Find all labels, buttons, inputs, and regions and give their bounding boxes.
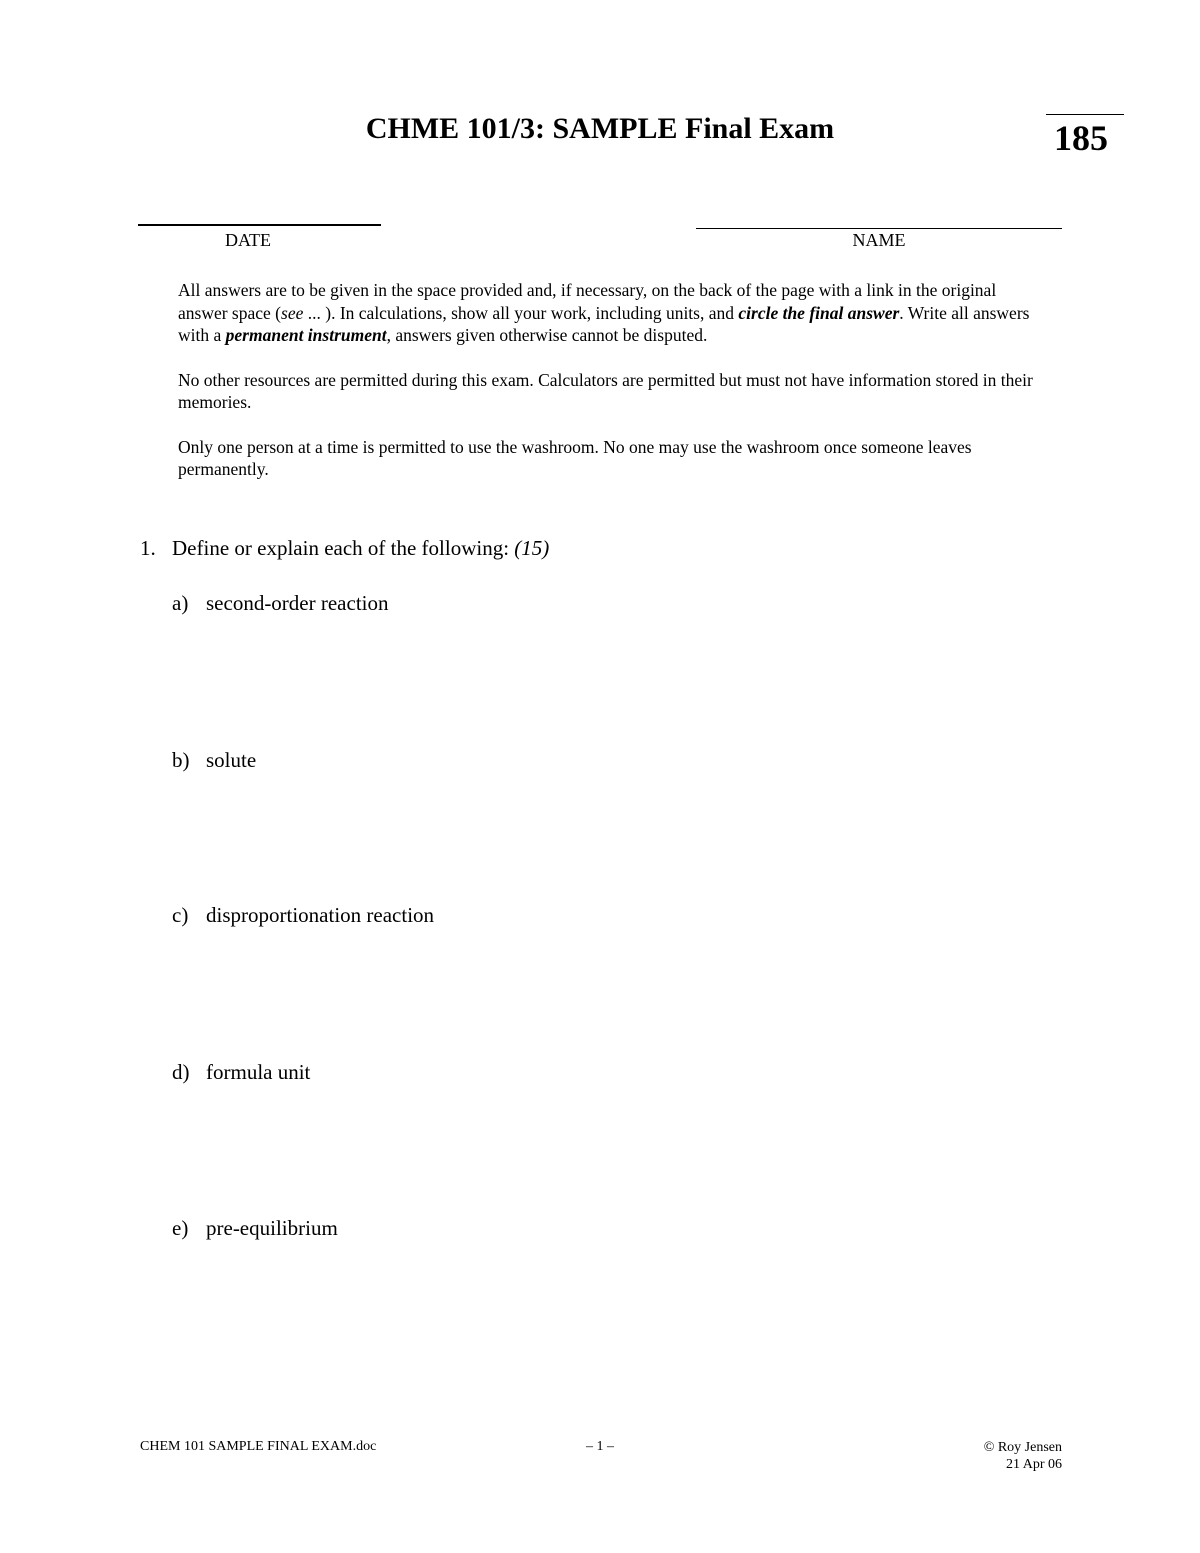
date-label: DATE bbox=[225, 230, 271, 250]
item-text: solute bbox=[206, 748, 257, 772]
question-item-b bbox=[172, 748, 256, 773]
item-text: second-order reaction bbox=[206, 591, 389, 615]
score-line bbox=[1046, 114, 1124, 115]
footer-author-block bbox=[900, 1439, 1062, 1473]
question-item-e bbox=[172, 1216, 338, 1241]
name-label: NAME bbox=[852, 230, 906, 250]
item-letter: c) bbox=[172, 903, 189, 927]
item-letter: e) bbox=[172, 1216, 189, 1240]
instruction-permanent-instrument: permanent instrument bbox=[225, 325, 387, 345]
footer-filename: CHEM 101 SAMPLE FINAL EXAM.doc bbox=[140, 1439, 377, 1454]
instruction-text: ... ). In calculations, show all your work, including units, and bbox=[303, 302, 739, 323]
question-number: 1. bbox=[140, 536, 156, 560]
instruction-paragraph-1 bbox=[178, 279, 1038, 347]
item-text: pre-equilibrium bbox=[206, 1216, 338, 1240]
item-text: disproportionation reaction bbox=[206, 903, 435, 927]
total-score: 185 bbox=[1054, 118, 1108, 158]
instruction-text: , answers given otherwise cannot be disputed. bbox=[386, 325, 708, 345]
footer-page-number: – 1 – bbox=[586, 1439, 614, 1454]
name-field-line bbox=[696, 228, 1062, 229]
instructions bbox=[178, 279, 1038, 503]
item-letter: a) bbox=[172, 591, 189, 615]
instruction-circle-final-answer: circle the final answer bbox=[738, 302, 900, 323]
exam-title: CHME 101/3: SAMPLE Final Exam bbox=[365, 112, 835, 145]
instruction-text: . Write all answers with a bbox=[178, 302, 1030, 345]
date-field-line bbox=[138, 224, 381, 226]
instruction-text: All answers are to be given in the space provided and, if necessary, on the back of the page with a link in the original answer space ( bbox=[178, 280, 997, 323]
question-item-d bbox=[172, 1060, 310, 1085]
instruction-see: see bbox=[281, 302, 304, 323]
footer-date: 21 Apr 06 bbox=[1006, 1457, 1062, 1472]
footer-author: © Roy Jensen bbox=[983, 1440, 1062, 1455]
question-marks: (15) bbox=[514, 536, 550, 560]
score-box bbox=[1046, 114, 1124, 159]
instruction-paragraph-2: No other resources are permitted during this exam. Calculators are permitted but must not have information stored in their memories. bbox=[178, 369, 1033, 412]
item-letter: b) bbox=[172, 748, 190, 772]
question-1 bbox=[140, 536, 549, 561]
question-item-a bbox=[172, 591, 389, 616]
question-item-c bbox=[172, 903, 434, 928]
instruction-paragraph-3: Only one person at a time is permitted to use the washroom. No one may use the washroom once someone leaves permanently. bbox=[178, 436, 972, 479]
item-letter: d) bbox=[172, 1060, 190, 1084]
item-text: formula unit bbox=[206, 1060, 311, 1084]
question-text: Define or explain each of the following: bbox=[172, 536, 515, 560]
